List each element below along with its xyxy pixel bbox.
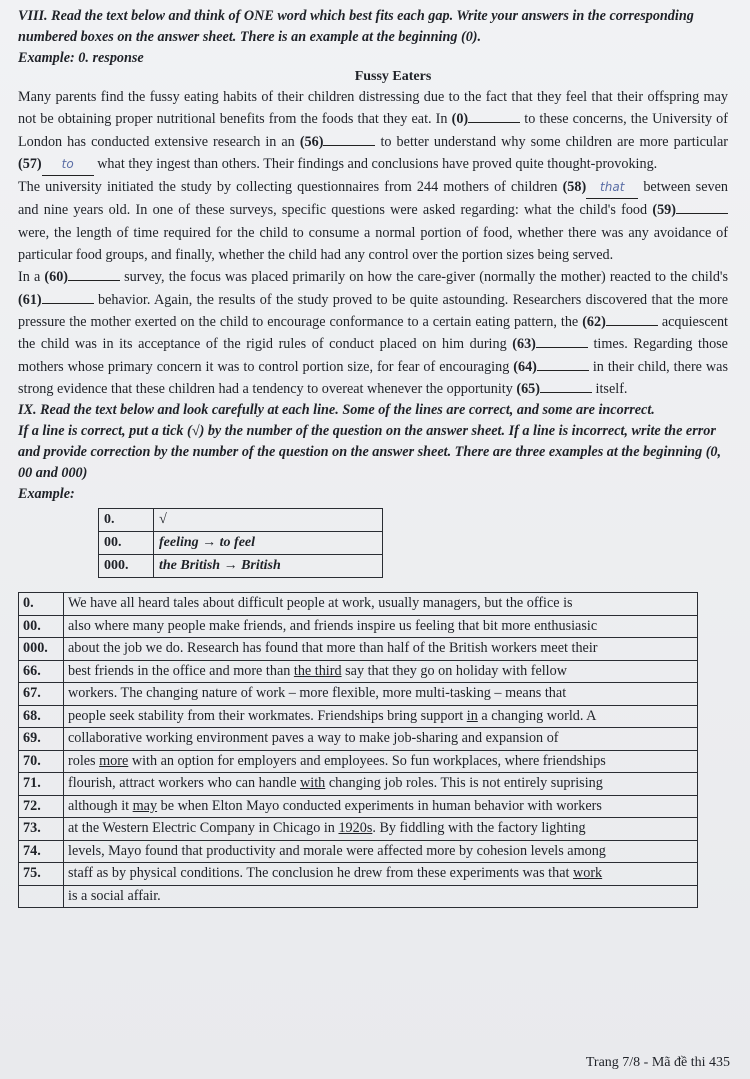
tick-icon: √	[154, 509, 383, 532]
table-row: 66. best friends in the office and more than the third say that they go on holiday with fellow	[19, 660, 698, 683]
example-row: 0. √	[99, 509, 383, 532]
table-row: 00. also where many people make friends, and friends inspire us feeling that bit more enthusiasic	[19, 615, 698, 638]
table-row: 000. about the job we do. Research has found that more than half of the British workers meet their	[19, 638, 698, 661]
table-row: 0. We have all heard tales about difficult people at work, usually managers, but the office is	[19, 593, 698, 616]
passage-paragraph-3: In a (60) survey, the focus was placed primarily on how the care-giver (normally the mother) reacted to the child's (61) behavior. Again, the results of the study proved to be quite astounding. Researchers discovered that the more pressure the mother exerted on the child to encourage conformance to a certain eating pattern, the (62) acquiescent the child was in its acceptance of the rigid rules of conduct placed on him during (63) times. Regarding those mothers whose primary concern it was to control portion size, for fear of encouraging (64) in their child, there was strong evidence that these children had a tendency to overeat whenever the opportunity (65) itself.	[18, 266, 728, 400]
passage-title: Fussy Eaters	[354, 69, 432, 84]
section8-instructions: VIII. Read the text below and think of ONE word which best fits each gap. Write your answers in the corresponding numbered boxes on the answer sheet. There is an example at the beginning (0).	[18, 8, 694, 45]
passage-paragraph-2: The university initiated the study by collecting questionnaires from 244 mothers of children (58) that between seven and nine years old. In one of these surveys, specific questions were asked regarding: what the child's food (59) were, the length of time required for the child to consume a normal portion of food, whether there was any avoidance of particular food groups, and finally, whether the child had any control over the portion sizes being served.	[18, 176, 728, 266]
table-row: is a social affair.	[19, 885, 698, 908]
page-footer: Trang 7/8 - Mã đề thi 435	[585, 1055, 730, 1070]
section9-instructions: IX. Read the text below and look carefully at each line. Some of the lines are correct, and some are incorrect.	[18, 402, 655, 419]
table-row: 69. collaborative working environment paves a way to make job-sharing and expansion of	[19, 728, 698, 751]
table-row: 72. although it may be when Elton Mayo conducted experiments in human behavior with workers	[19, 795, 698, 818]
section9-example-label: Example:	[18, 486, 75, 503]
section8-example: Example: 0. response	[18, 50, 144, 66]
table-row: 75. staff as by physical conditions. The conclusion he drew from these experiments was that work	[19, 863, 698, 886]
section9-instructions-2: If a line is correct, put a tick (√) by the number of the question on the answer sheet. If a line is incorrect, write the error and provide correction by the number of the question on the answer sheet. There are three examples at the beginning (0, 00 and 000)	[18, 423, 722, 482]
passage-paragraph-1: Many parents find the fussy eating habits of their children distressing due to the fact that they feel that their offspring may not be obtaining proper nutritional benefits from the foods that they eat. In (0) to these concerns, the University of London has conducted extensive research in an (56) to better understand why some children are more particular (57) to what they ingest than others. Their findings and conclusions have proved quite thought-provoking.	[18, 86, 728, 176]
table-row: 74. levels, Mayo found that productivity and morale were affected more by cohesion levels among	[19, 840, 698, 863]
example-row: 00. feeling → to feel	[99, 532, 383, 555]
table-row: 70. roles more with an option for employers and employees. So fun workplaces, where friendships	[19, 750, 698, 773]
table-row: 71. flourish, attract workers who can handle with changing job roles. This is not entirely suprising	[19, 773, 698, 796]
handwritten-answer-58: that	[586, 176, 638, 199]
table-row: 67. workers. The changing nature of work – more flexible, more multi-tasking – means that	[19, 683, 698, 706]
table-row: 68. people seek stability from their workmates. Friendships bring support in a changing world. A	[19, 705, 698, 728]
handwritten-answer-57: to	[42, 153, 94, 176]
error-correction-table	[18, 592, 698, 908]
table-row: 73. at the Western Electric Company in Chicago in 1920s. By fiddling with the factory lighting	[19, 818, 698, 841]
example-row: 000. the British → British	[99, 555, 383, 578]
example-table	[98, 508, 383, 578]
